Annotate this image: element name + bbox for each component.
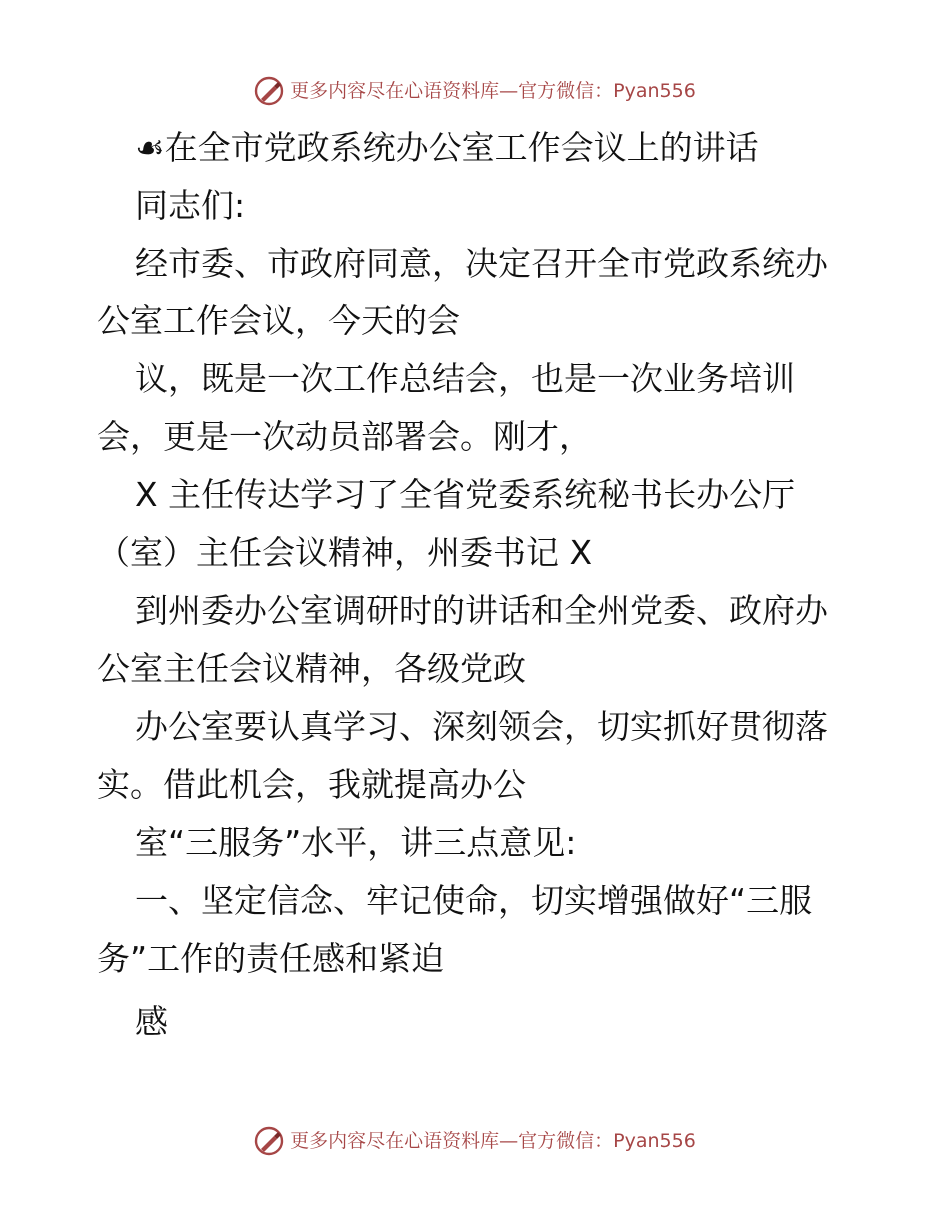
- paragraph-line: X 主任传达学习了全省党委系统秘书长办公厅: [135, 475, 796, 514]
- watermark-wechat-id: Pyan556: [613, 80, 696, 102]
- paragraph-line: 公室主任会议精神，各级党政: [97, 649, 526, 688]
- paragraph-line: 经市委、市政府同意，决定召开全市党政系统办: [135, 244, 828, 283]
- watermark-text: 更多内容尽在心语资料库—官方微信：: [290, 1130, 614, 1152]
- watermark-footer: [0, 1125, 950, 1156]
- section-heading-line: 务”工作的责任感和紧迫: [97, 939, 445, 978]
- pen-logo-icon: [254, 76, 284, 106]
- paragraph-line: 实。借此机会，我就提高办公: [97, 765, 526, 804]
- watermark-text: 更多内容尽在心语资料库—官方微信：: [290, 80, 614, 102]
- paragraph-line: 会，更是一次动员部署会。刚才，: [97, 417, 592, 456]
- watermark-header: [0, 75, 950, 106]
- section-heading-line: 感: [135, 1002, 168, 1041]
- paragraph-line: 同志们:: [135, 186, 246, 225]
- paragraph-line: 办公室要认真学习、深刻领会，切实抓好贯彻落: [135, 707, 828, 746]
- document-title: ☙在全市党政系统办公室工作会议上的讲话: [135, 128, 759, 167]
- paragraph-line: 公室工作会议，今天的会: [97, 301, 460, 340]
- pen-logo-icon: [254, 1126, 284, 1156]
- paragraph-line: 到州委办公室调研时的讲话和全州党委、政府办: [135, 591, 828, 630]
- section-heading-line: 一、坚定信念、牢记使命，切实增强做好“三服: [135, 881, 813, 920]
- paragraph-line: 室“三服务”水平，讲三点意见:: [135, 823, 577, 862]
- paragraph-line: （室）主任会议精神，州委书记 X: [97, 533, 593, 572]
- watermark-wechat-id: Pyan556: [613, 1130, 696, 1152]
- paragraph-line: 议，既是一次工作总结会，也是一次业务培训: [135, 359, 795, 398]
